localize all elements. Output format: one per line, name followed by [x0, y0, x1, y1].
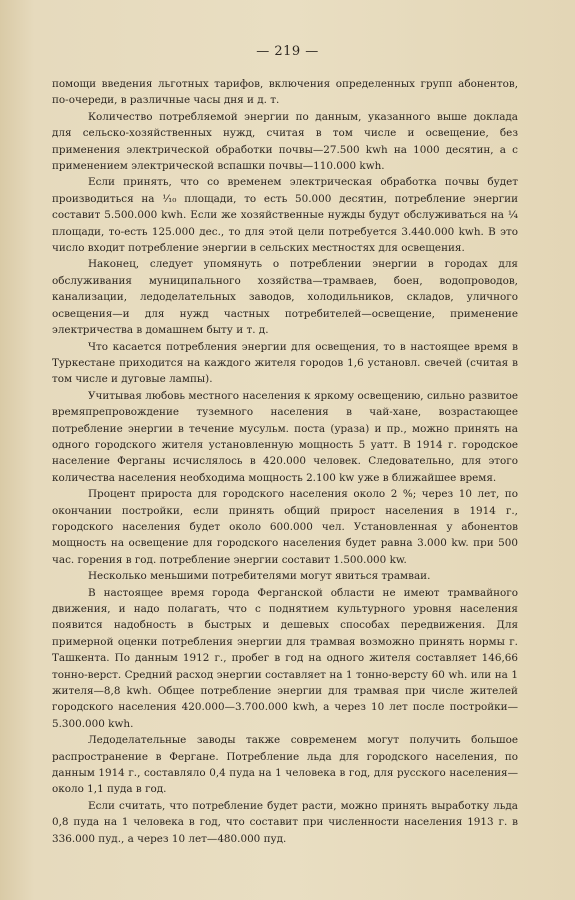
paragraph-4: Наконец, следует упомянуть о потреблении энергии в городах для обслуживания муниципального хозяйства—трамваев, боен, водопроводов, канализации, ледоделательных заводов, холодильников, складов, уличного освещения—и для нужд частных потребителей—освещение, применение электричества в домашнем быту и т. д.: [52, 258, 518, 337]
paragraph-9: В настоящее время города Ферганской области не имеют трамвайного движения, и надо полагать, что с поднятием культурного уровня населения появится надобность в быстрых и дешевых способах передвижения. Для примерной оценки потребления энергии для трамвая возможно принять нормы г. Ташкента. По данным 1912 г., пробег в год на одного жителя составляет 146,66 тонно-верст. Средний расход энергии составляет на 1 тонно-версту 60 wh. или на 1 жителя—8,8 kwh. Общее потребление энергии для трамвая при числе жителей городского населения 420.000—3.700.000 kwh, а через 10 лет после постройки—5.300.000 kwh.: [52, 586, 518, 730]
paragraph-2: Количество потребляемой энергии по данным, указанного выше доклада для сельско-хозяйственных нужд, считая в том числе и освещение, без применения электрической обработки почвы—27.500 kwh на 1000 десятин, а с применением электрической вспашки почвы—110.000 kwh.: [52, 110, 518, 173]
paragraph-1: помощи введения льготных тарифов, включения определенных групп абонентов, по-очереди, в различные часы дня и д. т.: [52, 78, 518, 107]
text-body: [52, 76, 518, 847]
paragraph-11: Если считать, что потребление будет расти, можно принять выработку льда 0,8 пуда на 1 человека в год, что составит при численности населения 1913 г. в 336.000 пуд., а через 10 лет—480.000 пуд.: [52, 799, 518, 845]
paragraph-10: Ледоделательные заводы также современем могут получить большое распространение в Фергане. Потребление льда для городского населения, по данным 1914 г., составляло 0,4 пуда на 1 человека в год, для русского населения—около 1,1 пуда в год.: [52, 734, 518, 796]
paragraph-6: Учитывая любовь местного населения к яркому освещению, сильно развитое времяпрепровождение туземного населения в чай-хане, возрастающее потребление энергии в течение мусульм. поста (ураза) и пр., можно принять на одного городского жителя установленную мощность 5 уатт. В 1914 г. городское население Ферганы исчислялось в 420.000 человек. Следовательно, для этого количества населения необходима мощность 2.100 kw уже в ближайшее время.: [52, 389, 518, 484]
paragraph-7: Процент прироста для городского населения около 2 %; через 10 лет, по окончании постройки, если принять общий прирост населения в 1914 г., городского населения будет около 600.000 чел. Установленная у абонентов мощность на освещение для городского населения будет равна 3.000 kw. при 500 час. горения в год. потребление энергии составит 1.500.000 kw.: [52, 488, 518, 566]
paragraph-8: Несколько меньшими потребителями могут явиться трамваи.: [88, 570, 431, 583]
paragraph-5: Что касается потребления энергии для освещения, то в настоящее время в Туркестане приходится на каждого жителя городов 1,6 установл. свечей (считая в том числе и дуговые лампы).: [52, 340, 518, 386]
page-number: — 219 —: [256, 44, 319, 59]
paragraph-3: Если принять, что со временем электрическая обработка почвы будет производиться на ¹⁄₁₀ площади, то есть 50.000 десятин, потребление энергии составит 5.500.000 kwh. Если же хозяйственные нужды будут обслуживаться на ¼ площади, то-есть 125.000 дес., то для этой цели потребуется 3.440.000 kwh. В это число входит потребление энергии в сельских местностях для освещения.: [52, 176, 518, 255]
